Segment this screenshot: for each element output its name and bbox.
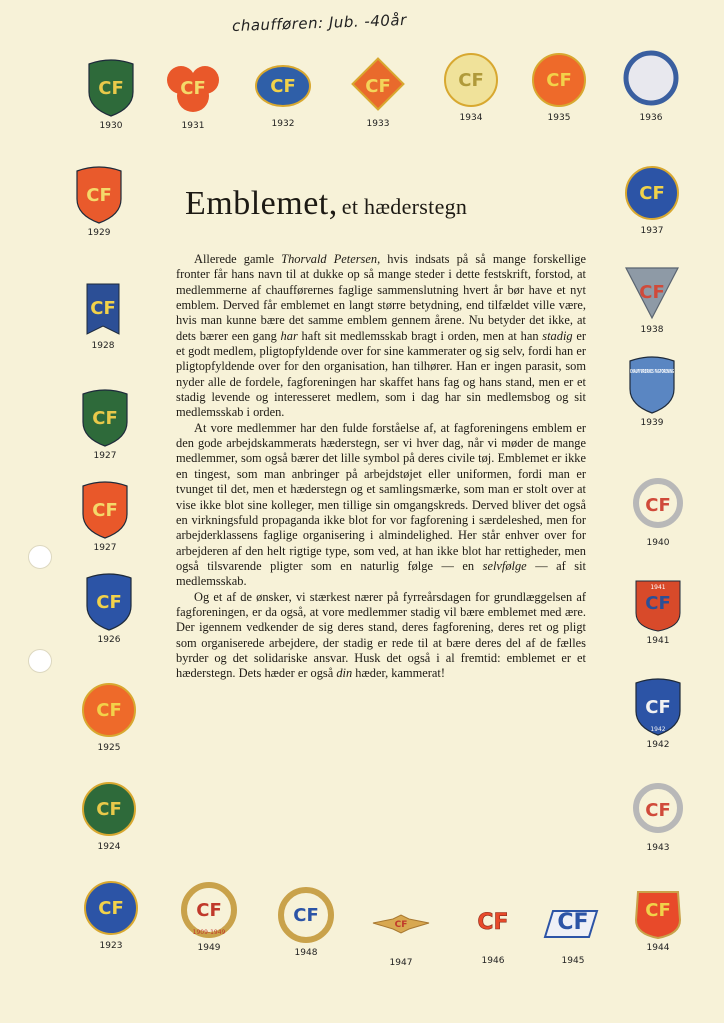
emblem-circle-icon [81, 779, 137, 839]
emblem-text: CF [293, 905, 319, 926]
emblem-trefoil-icon [165, 58, 221, 118]
emblem [440, 50, 502, 123]
emblem-text: CF [639, 183, 665, 204]
emblem-letters-icon [465, 893, 521, 953]
emblem-text: CHAUFFØRERNES FAGFORENING [630, 369, 721, 375]
emblem [462, 893, 524, 966]
emblem [74, 388, 136, 461]
emblem-text: CF [638, 70, 664, 91]
emblem-shield-icon [77, 480, 133, 540]
emblem-ring-icon [630, 780, 686, 840]
emblem [370, 895, 432, 968]
emblem-year: 1941 [646, 636, 670, 646]
title-main: Emblemet, [185, 185, 338, 222]
emblem-text: CF [645, 900, 671, 921]
emblem-text: CF [546, 70, 572, 91]
emblem [275, 885, 337, 958]
punch-hole [28, 649, 52, 673]
emblem-text: CF [645, 697, 671, 718]
emblem-text: CF [477, 910, 509, 935]
emblem-year: 1949 [197, 943, 221, 953]
emblem-year: 1927 [93, 451, 117, 461]
emblem-year: 1943 [646, 843, 670, 853]
emblem [621, 355, 721, 428]
emblem-label: 1942 [650, 726, 666, 733]
emblem [80, 58, 142, 131]
emblem-circle-icon [624, 163, 680, 223]
emblem-year: 1946 [481, 956, 505, 966]
emblem-year: 1944 [646, 943, 670, 953]
emblem-year: 1933 [366, 119, 390, 129]
emblem-text: CF [458, 70, 484, 91]
emblem-text: CF [180, 78, 206, 99]
emblem-year: 1942 [646, 740, 670, 750]
punch-hole [28, 545, 52, 569]
emblem [78, 680, 140, 753]
emblem-text: CF [92, 408, 118, 429]
emblem-crown-icon [630, 880, 686, 940]
emblem [621, 163, 683, 236]
emblem-wheel-icon [623, 50, 679, 110]
emblem-text: CF [557, 910, 589, 935]
emblem-year: 1923 [99, 941, 123, 951]
emblem-year: 1929 [87, 228, 111, 238]
emblem [68, 165, 130, 238]
emblem-year: 1926 [97, 635, 121, 645]
emblem-letters2-icon [545, 893, 601, 953]
emblem [252, 56, 314, 129]
emblem-year: 1936 [639, 113, 663, 123]
emblem-text: CF [96, 700, 122, 721]
emblem [78, 572, 140, 645]
emblem-text: CF [394, 920, 408, 930]
emblem [627, 573, 689, 646]
emblem-shield-icon [83, 58, 139, 118]
emblem-wreath-icon [278, 885, 334, 945]
emblem-year: 1932 [271, 119, 295, 129]
emblem-text: CF [90, 298, 116, 319]
emblem-circle-icon [81, 680, 137, 740]
emblem-text: CF [98, 898, 124, 919]
emblem-banner-icon [75, 278, 131, 338]
emblem [627, 880, 689, 953]
emblem-year: 1925 [97, 743, 121, 753]
emblem [347, 56, 409, 129]
emblem [178, 880, 240, 953]
emblem-year: 1947 [389, 958, 413, 968]
emblem [72, 278, 134, 351]
emblem-text: CF [96, 592, 122, 613]
paragraph: At vore medlemmer har den fulde forståelse af, at fagforeningens emblem er den gode arbejdskammerats hæderstegn, ser vi hver dag, når vi møder de mange medlemmer, som også bærer det lille symbol på deres civile tøj. Emblemet er ikke en tingest, som man anbringer på arbejdstøjet eller uniformen, fordi man er tvunget til det, men et hæderstegn og et samlingsmærke, som man er stolt over at vise ikke blot sine kolleger, men tillige sin omgangskreds. Derved bliver det også en virkningsfuld propaganda ikke blot for vor fagforening i særdeleshed, men for arbejderklassens faglige organisering i almindelighed. Her står enhver over for arbejderen af den helt rigtige type, som ved, at han ikke blot har rettigheder, men også tilsvarende pligter som en naturlig følge — en selvfølge — af sit medlemsskab. [176, 420, 586, 589]
article-body [176, 252, 586, 682]
emblem-year: 1948 [294, 948, 318, 958]
emblem-text: CF [86, 185, 112, 206]
emblem-year: 1934 [459, 113, 483, 123]
emblem-year: 1928 [91, 341, 115, 351]
emblem [542, 893, 604, 966]
emblem-text: CF [270, 76, 296, 97]
emblem-year: 1930 [99, 121, 123, 131]
emblem-shield-icon [81, 572, 137, 632]
emblem-shield-icon [77, 388, 133, 448]
emblem-year: 1938 [640, 325, 664, 335]
emblem-year: 1940 [646, 538, 670, 548]
emblem-text: CF [98, 78, 124, 99]
emblem [627, 475, 689, 548]
emblem-year: 1931 [181, 121, 205, 131]
emblem [78, 779, 140, 852]
emblem-text: CF [645, 800, 671, 821]
emblem-text: CF [645, 593, 671, 614]
emblem [621, 262, 683, 335]
emblem-text: CF [639, 282, 665, 303]
emblem-year: 1924 [97, 842, 121, 852]
emblem [74, 480, 136, 553]
page-title [185, 185, 467, 223]
emblem-wings-icon [373, 895, 429, 955]
emblem-ring-icon [630, 475, 686, 535]
emblem-year: 1939 [640, 418, 664, 428]
emblem-label: 1909-1949 [192, 929, 226, 936]
emblem-shield-icon [71, 165, 127, 225]
emblem-triangle-icon [624, 262, 680, 322]
emblem-text: CF [96, 799, 122, 820]
emblem-year: 1937 [640, 226, 664, 236]
paragraph: Og et af de ønsker, vi stærkest nærer på fyrreårsdagen for grundlæggelsen af fagforeningen, er da også, at vore medlemmer stadig vil bære emblemet med ære. Der igennem vedkender de sig deres stand, deres fagforening, deres ret og pligt som organiserede arbejdere, der stadig er rede til at bære deres del af de fælles byrder og det solidariske ansvar. Husk det også i al fremtid: emblemet er et hæderstegn. Dets hæder er også din hæder, kammerat! [176, 589, 586, 681]
emblem-year: 1927 [93, 543, 117, 553]
emblem-shield-icon [630, 677, 686, 737]
emblem-wreath-icon [181, 880, 237, 940]
emblem [80, 878, 142, 951]
emblem-year: 1935 [547, 113, 571, 123]
emblem-circle-icon [83, 878, 139, 938]
paragraph: Allerede gamle Thorvald Petersen, hvis indsats på så mange forskellige fronter får hans navn til at dukke op så mange steder i dette festskrift, forstod, at medlemmerne af chaufførernes faglige sammenslutning hvert år bør have et nyt emblem. Derved får emblemet en langt større betydning, end tilfældet ville være, hvis man kunne bære det samme emblem gennem årene. Nu betyder det ikke, at dets bærer een gang har haft sit medlemsskab bragt i orden, men at han stadig er et godt medlem, pligtopfyldende over for sine kammerater og sig selv, fordi han er pligtopfyldende over for den organisation, han tilhører. Han er ingen parasit, som nyder alle de fordele, fagforeningen har skaffet hans fag og hans stand, men er et stadig levende og interesseret medlem, som i dag har sin medlemsbog og sit medlemsskab i orden. [176, 252, 586, 420]
title-sub: et hæderstegn [341, 194, 468, 219]
emblem [528, 50, 590, 123]
emblem-shield-icon [624, 355, 721, 415]
emblem-circle-icon [443, 50, 499, 110]
emblem [627, 780, 689, 853]
emblem-box-icon [630, 573, 686, 633]
emblem-diamond-icon [350, 56, 406, 116]
emblem-label: 1941 [650, 584, 666, 591]
emblem-text: CF [92, 500, 118, 521]
emblem [162, 58, 224, 131]
emblem-text: CF [365, 76, 391, 97]
emblem-oval-icon [255, 56, 311, 116]
emblem-year: 1945 [561, 956, 585, 966]
handwritten-note: chaufføren: Jub. -40år [231, 10, 408, 36]
emblem-text: CF [196, 900, 222, 921]
emblem [620, 50, 682, 123]
emblem-text: CF [645, 495, 671, 516]
emblem-circle-icon [531, 50, 587, 110]
emblem [627, 677, 689, 750]
